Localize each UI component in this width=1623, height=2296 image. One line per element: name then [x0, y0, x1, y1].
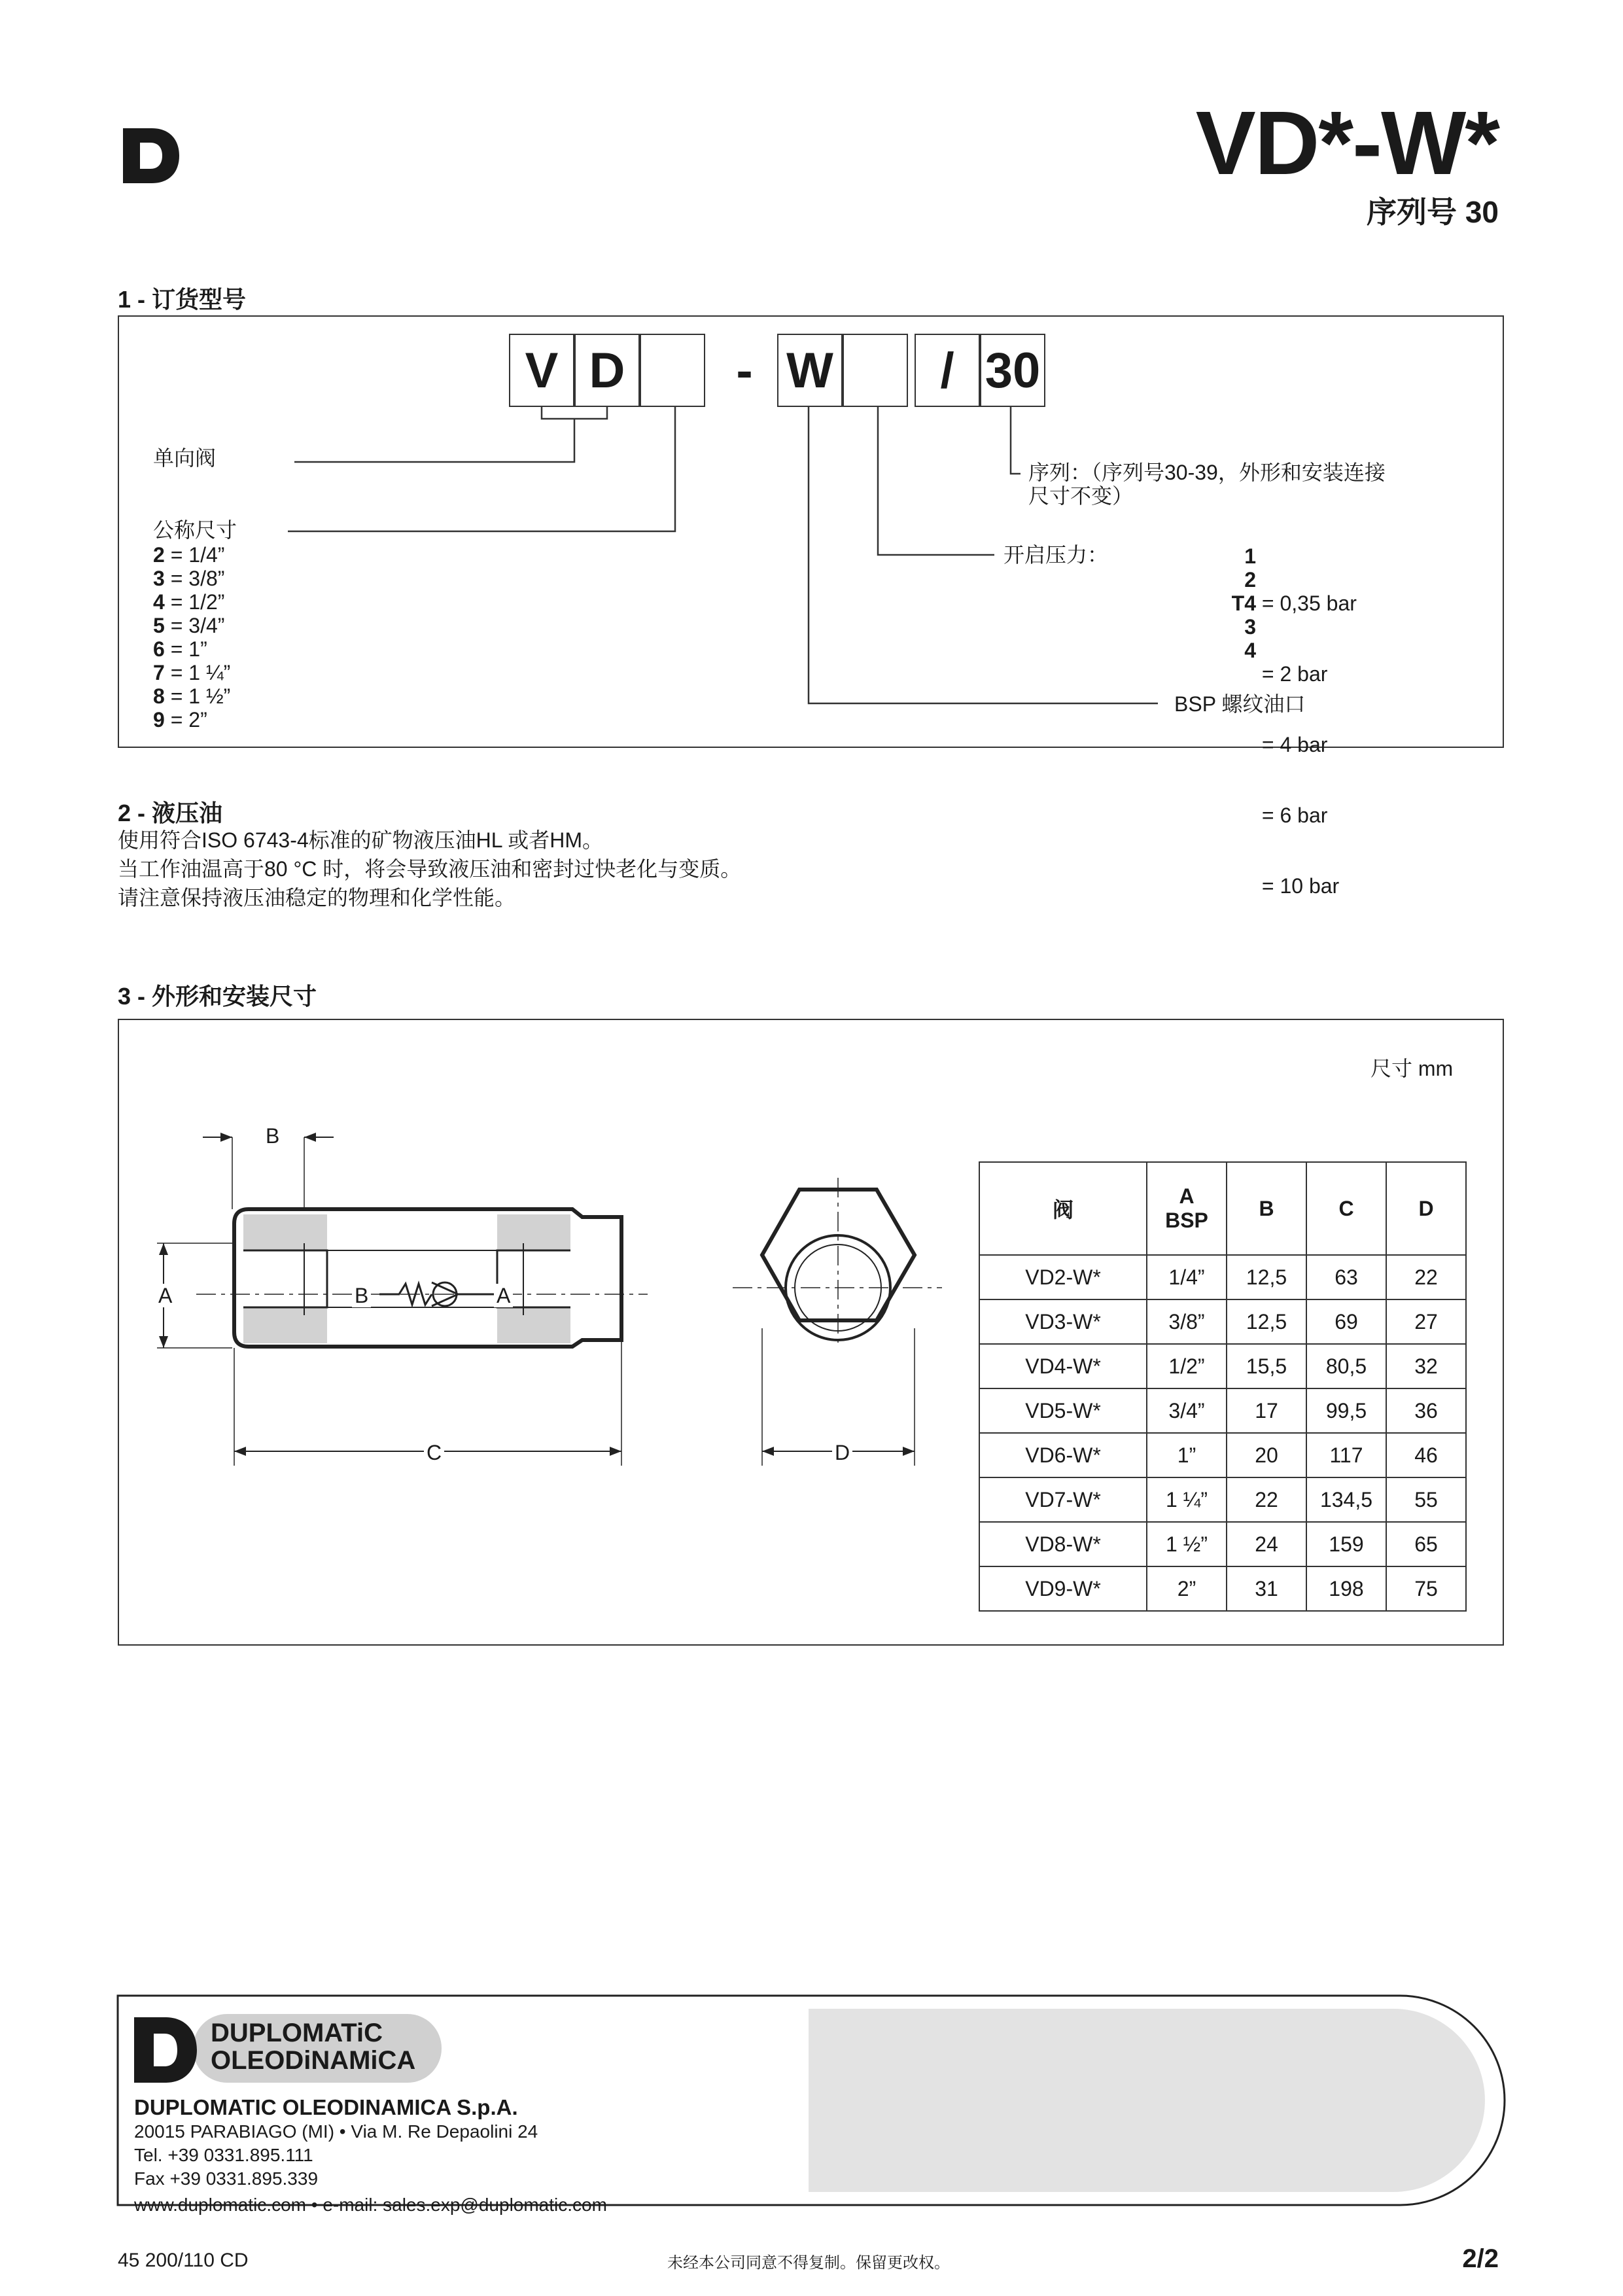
dim-label-a: A: [156, 1284, 175, 1307]
dim-label-b: B: [263, 1124, 282, 1148]
code-cell-5: W: [777, 334, 843, 407]
table-row: VD2-W* 1/4” 12,5 63 22: [979, 1255, 1466, 1299]
table-row: VD9-W* 2” 31 198 75: [979, 1566, 1466, 1611]
header-d: D: [1386, 1162, 1466, 1255]
port-label-b: B: [352, 1284, 371, 1307]
page-subtitle: 序列号 30: [1367, 195, 1499, 229]
table-row: VD6-W* 1” 20 117 46: [979, 1433, 1466, 1477]
table-row: VD4-W* 1/2” 15,5 80,5 32: [979, 1344, 1466, 1388]
header-valve: 阀: [979, 1162, 1147, 1255]
company-contact: 20015 PARABIAGO (MI) • Via M. Re Depaolini 24 Tel. +39 0331.895.111 Fax +39 0331.895.339 www.duplomatic.com • e-mail: sales.exp@duplomatic.com: [134, 2120, 607, 2217]
series-label: 序列：（序列号30-39，外形和安装连接 尺寸不变）: [1028, 461, 1386, 508]
bsp-port-label: BSP 螺纹油口: [1174, 692, 1306, 716]
code-cell-7: /: [915, 334, 980, 407]
page-title: VD*-W*: [1195, 93, 1499, 194]
code-cell-8: 30: [980, 334, 1045, 407]
header-c: C: [1306, 1162, 1386, 1255]
cracking-pressure-values: = 0,35 bar = 2 bar = 4 bar = 6 bar = 10 bar: [1256, 592, 1357, 898]
section-2-title: 2 - 液压油: [118, 800, 223, 826]
table-row: VD8-W* 1 ½” 24 159 65: [979, 1522, 1466, 1566]
section-1-title: 1 - 订货型号: [118, 286, 247, 313]
table-row: VD5-W* 3/4” 17 99,5 36: [979, 1388, 1466, 1433]
logo-wordmark: DUPLOMATiC OLEODiNAMiCA: [211, 2019, 416, 2075]
code-cell-1: V: [509, 334, 574, 407]
nominal-size-label: 公称尺寸: [153, 518, 237, 542]
hydraulic-fluid-text: 使用符合ISO 6743-4标准的矿物液压油HL 或者HM。 当工作油温高于80 °C 时，将会导致液压油和密封过快老化与变质。 请注意保持液压油稳定的物理和化学性能。: [118, 828, 742, 910]
nominal-size-list: 2 = 1/4” 3 = 3/8” 4 = 1/2” 5 = 3/4” 6 = 1” 7 = 1 ¼” 8 = 1 ½” 9 = 2”: [153, 543, 231, 732]
dim-label-c: C: [424, 1441, 444, 1464]
header-b: B: [1227, 1162, 1306, 1255]
code-cell-4: -: [736, 342, 753, 398]
dim-label-d: D: [832, 1441, 852, 1464]
company-web-email: www.duplomatic.com • e-mail: sales.exp@duplomatic.com: [134, 2195, 607, 2215]
copyright-notice: 未经本公司同意不得复制。保留更改权。: [667, 2254, 950, 2272]
document-code: 45 200/110 CD: [118, 2250, 249, 2271]
company-name: DUPLOMATIC OLEODINAMICA S.p.A.: [134, 2095, 518, 2119]
code-cell-2: D: [574, 334, 640, 407]
page-number: 2/2: [1462, 2244, 1499, 2273]
section-3-title: 3 - 外形和安装尺寸: [118, 983, 317, 1010]
table-row: VD7-W* 1 ¼” 22 134,5 55: [979, 1477, 1466, 1522]
table-header-row: [979, 1162, 1466, 1255]
table-row: VD3-W* 3/8” 12,5 69 27: [979, 1299, 1466, 1344]
dimensions-table: [979, 1161, 1467, 1612]
cracking-pressure-keys: 1 2 T4 3 4: [1231, 544, 1256, 662]
unit-label: 尺寸 mm: [1370, 1057, 1454, 1080]
cracking-pressure-label: 开启压力：: [1003, 543, 1109, 567]
header-a-bsp: A BSP: [1147, 1162, 1227, 1255]
valve-label: 单向阀: [153, 446, 217, 470]
port-label-a: A: [494, 1284, 513, 1307]
